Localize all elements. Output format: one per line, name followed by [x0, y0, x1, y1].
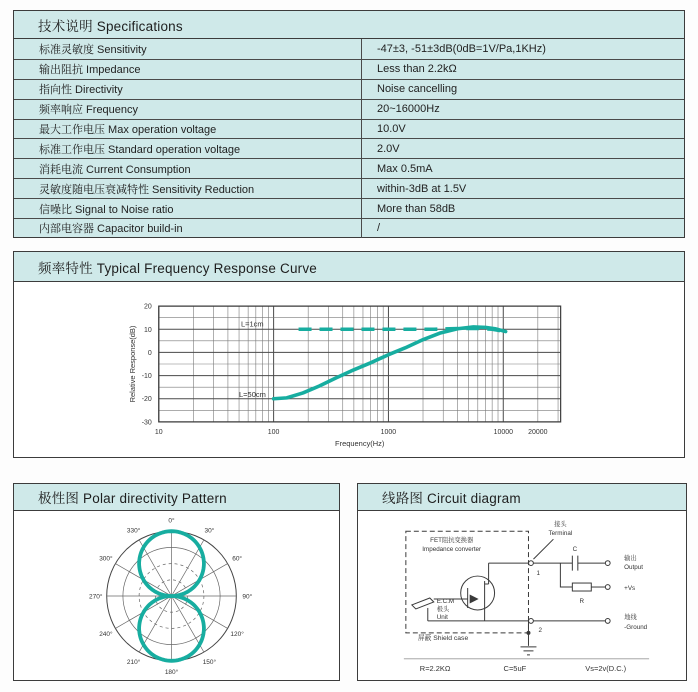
column-divider: [361, 39, 362, 238]
terminal-2: [529, 619, 534, 624]
note-capacitance: C=5uF: [503, 663, 527, 673]
x-tick-label: 100: [267, 428, 280, 436]
spec-value: Max 0.5mA: [377, 162, 433, 175]
series-label-l50cm: L=50cm: [239, 389, 266, 399]
specifications-panel: [13, 10, 685, 238]
table-row: [14, 119, 684, 139]
y-tick-label: 10: [144, 326, 152, 334]
ground-terminal: [605, 619, 610, 624]
spec-label: 最大工作电压 Max operation voltage: [39, 124, 217, 136]
resistor-label: R: [579, 597, 585, 605]
pin1-label: 1: [536, 570, 540, 578]
x-tick-label: 10000: [493, 428, 513, 436]
spec-value: -47±3, -51±3dB(0dB=1V/Pa,1KHz): [377, 42, 546, 55]
specifications-title: 技术说明 Specifications: [14, 11, 684, 39]
table-row: [14, 218, 684, 238]
terminal-label-en: Terminal: [548, 530, 573, 538]
specifications-table: [14, 39, 684, 238]
spec-label: 消耗电流 Current Consumption: [39, 163, 191, 176]
spec-value: More than 58dB: [377, 202, 456, 215]
circuit-diagram: [358, 511, 685, 681]
spec-label: 灵敏度随电压衰减特性 Sensitivity Reduction: [39, 183, 255, 196]
terminal-label-cn: 接头: [554, 521, 567, 529]
table-row: [14, 39, 684, 59]
spec-value: Noise cancelling: [377, 83, 458, 96]
table-row: [14, 79, 684, 99]
junction-dot: [526, 631, 530, 635]
frequency-panel-title: 频率特性 Typical Frequency Response Curve: [14, 252, 684, 282]
polar-angle-label: 120°: [230, 631, 244, 639]
table-row: [14, 198, 684, 218]
ecm-label-2: 极头: [436, 605, 450, 613]
spec-label: 输出阻抗 Impedance: [39, 64, 141, 77]
circuit-panel-title: 线路图 Circuit diagram: [358, 484, 686, 511]
polar-angle-label: 240°: [99, 631, 113, 639]
x-axis-label: Frequency(Hz): [335, 438, 385, 448]
ground-label-cn: 地线: [624, 613, 637, 621]
spec-value: /: [377, 222, 381, 235]
x-tick-label: 1000: [380, 428, 397, 436]
x-tick-label: 20000: [528, 428, 548, 436]
polar-angle-label: 150°: [202, 658, 217, 666]
vs-label: +Vs: [624, 585, 636, 593]
polar-angle-label: 0°: [168, 517, 175, 525]
spec-label: 指向性 Directivity: [39, 84, 123, 97]
polar-angle-label: 210°: [126, 658, 141, 666]
spec-value: 20~16000Hz: [377, 103, 440, 116]
terminal-pointer-line: [533, 539, 553, 559]
ground-label-en: -Ground: [624, 623, 648, 631]
resistor-symbol: [572, 583, 591, 591]
spec-value: within-3dB at 1.5V: [377, 182, 467, 195]
spec-value: 2.0V: [377, 142, 400, 155]
output-terminal: [605, 561, 610, 566]
table-row: [14, 158, 684, 178]
y-tick-label: -30: [141, 419, 152, 427]
table-row: [14, 59, 684, 79]
table-row: [14, 178, 684, 198]
y-tick-label: -10: [141, 373, 152, 381]
polar-panel-title: 极性图 Polar directivity Pattern: [14, 484, 339, 511]
vs-terminal: [605, 585, 610, 590]
polar-angle-label: 330°: [126, 527, 141, 535]
spec-label: 标准灵敏度 Sensitivity: [39, 43, 147, 56]
polar-pattern-panel: [13, 483, 340, 681]
series-label-l1cm: L=1cm: [241, 319, 264, 329]
fet-transistor: [461, 576, 495, 610]
frequency-response-panel: [13, 251, 685, 458]
polar-angle-label: 270°: [89, 593, 103, 601]
spec-label: 内部电容器 Capacitor build-in: [39, 223, 183, 236]
polar-directivity-chart: [14, 511, 338, 681]
ecm-capsule: [412, 598, 434, 609]
y-tick-label: 0: [147, 349, 152, 357]
spec-value: 10.0V: [377, 123, 406, 135]
ecm-label-3: Unit: [436, 613, 448, 621]
polar-angle-label: 90°: [242, 593, 253, 601]
spec-label: 频率响应 Frequency: [39, 104, 139, 117]
fet-gate-arrow: [470, 595, 479, 604]
converter-label-cn: FET阻抗变换器: [430, 537, 474, 545]
circuit-diagram-panel: [357, 483, 687, 681]
converter-label-en: Impedance converter: [422, 546, 482, 554]
spec-label: 标准工作电压 Standard operation voltage: [39, 143, 241, 156]
note-voltage: Vs=2v(D.C.): [585, 663, 627, 673]
spec-value: Less than 2.2kΩ: [377, 63, 457, 76]
capacitor-symbol: [572, 556, 577, 571]
y-tick-label: 20: [144, 303, 152, 311]
wire: [560, 563, 572, 587]
polar-angle-label: 180°: [164, 669, 179, 677]
output-label-en: Output: [624, 564, 643, 572]
pin2-label: 2: [538, 626, 542, 634]
x-tick-label: 10: [154, 428, 163, 436]
polar-angle-label: 30°: [204, 527, 215, 535]
capacitor-label: C: [572, 546, 578, 554]
spec-label: 信噪比 Signal to Noise ratio: [39, 203, 174, 216]
terminal-1: [529, 561, 534, 566]
shield-case-label: 屏蔽 Shield case: [417, 634, 469, 642]
output-label-cn: 输出: [624, 555, 637, 563]
y-axis-label: Relative Response(dB): [127, 325, 137, 403]
note-resistance: R=2.2KΩ: [419, 663, 451, 673]
fet-drain-lead: [485, 563, 489, 584]
table-row: [14, 99, 684, 119]
polar-angle-label: 300°: [99, 555, 113, 563]
frequency-response-chart: [14, 282, 683, 457]
y-tick-label: -20: [141, 396, 152, 404]
polar-angle-label: 60°: [232, 555, 243, 563]
table-row: [14, 138, 684, 158]
ground-symbol: [521, 647, 537, 655]
ecm-label-1: E.C.M: [436, 597, 455, 605]
